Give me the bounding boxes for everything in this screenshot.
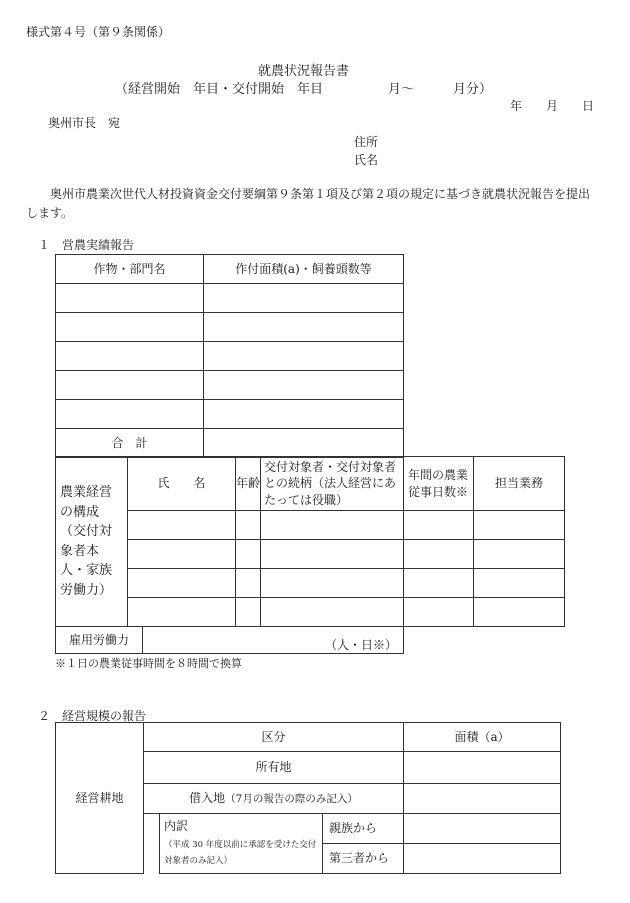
farm-scale-table	[55, 722, 561, 874]
leased-cell	[144, 784, 404, 814]
crop-table	[55, 254, 404, 458]
table-row	[56, 371, 404, 400]
leased-note: （7月の報告の際のみ記入）	[225, 792, 358, 805]
col-relation-header: 交付対象者・交付対象者との続柄（法人経営にあたっては役職）	[261, 457, 404, 511]
form-number: 様式第４号（第９条関係）	[26, 25, 171, 39]
addressee: 奥州市長 宛	[48, 116, 121, 130]
col-area-header: 作付面積(a)・飼養頭数等	[204, 255, 404, 284]
col-farm-area-header: 面積（a）	[404, 723, 561, 752]
table-row	[56, 400, 404, 429]
table-row	[56, 313, 404, 342]
from-third-area[interactable]	[404, 844, 561, 874]
from-relatives-label: 親族から	[323, 814, 404, 844]
from-third-label: 第三者から	[323, 844, 404, 874]
col-name-header: 氏 名	[128, 457, 236, 511]
farmland-label: 経営耕地	[56, 723, 144, 874]
breakdown-note: （平成 30 年度以前に承認を受けた交付対象者のみ記入）	[164, 840, 317, 867]
from-relatives-area[interactable]	[404, 814, 561, 844]
table-row	[56, 511, 565, 540]
owned-area[interactable]	[404, 752, 561, 784]
total-value[interactable]	[204, 429, 404, 458]
date-line: 年 月 日	[510, 99, 595, 113]
body-text-line2: します。	[26, 206, 74, 220]
leased-area[interactable]	[404, 784, 561, 814]
hired-label: 雇用労働力	[56, 627, 143, 654]
footnote: ※１日の農業従事時間を８時間で換算	[55, 657, 242, 670]
owned-label: 所有地	[144, 752, 404, 784]
hired-unit: （人・日※）	[324, 638, 397, 652]
leased-label: 借入地	[189, 790, 226, 805]
col-days-header: 年間の農業従事日数※	[404, 457, 474, 511]
body-text-line1: 奥州市農業次世代人材投資資金交付要綱第９条第１項及び第２項の規定に基づき就農状況報告を提出	[50, 187, 591, 201]
page-title: 就農状況報告書	[258, 64, 350, 79]
col-category-header: 区分	[144, 723, 404, 752]
address-label: 住所	[354, 135, 379, 149]
table-row	[56, 284, 404, 313]
subtitle: （経営開始 年目・交付開始 年目 月～ 月分）	[115, 82, 493, 97]
section2-heading: ２ 経営規模の報告	[38, 709, 147, 723]
member-table	[55, 456, 565, 627]
table-row	[56, 598, 565, 627]
table-row	[56, 540, 565, 569]
col-crop-header: 作物・部門名	[56, 255, 204, 284]
col-age-header: 年齢	[236, 457, 261, 511]
hired-value[interactable]	[143, 627, 404, 654]
total-label: 合 計	[56, 429, 204, 458]
name-label: 氏名	[354, 153, 379, 167]
col-duty-header: 担当業務	[474, 457, 565, 511]
member-label: 農業経営の構成（交付対象者本人・家族労働力）	[56, 457, 128, 627]
breakdown-label: 内訳	[164, 819, 189, 833]
table-row	[56, 569, 565, 598]
hired-labor-table	[55, 626, 404, 654]
breakdown-cell	[160, 814, 323, 874]
section1-heading: １ 営農実績報告	[38, 238, 135, 252]
table-row	[56, 342, 404, 371]
indent-spacer	[144, 814, 160, 874]
